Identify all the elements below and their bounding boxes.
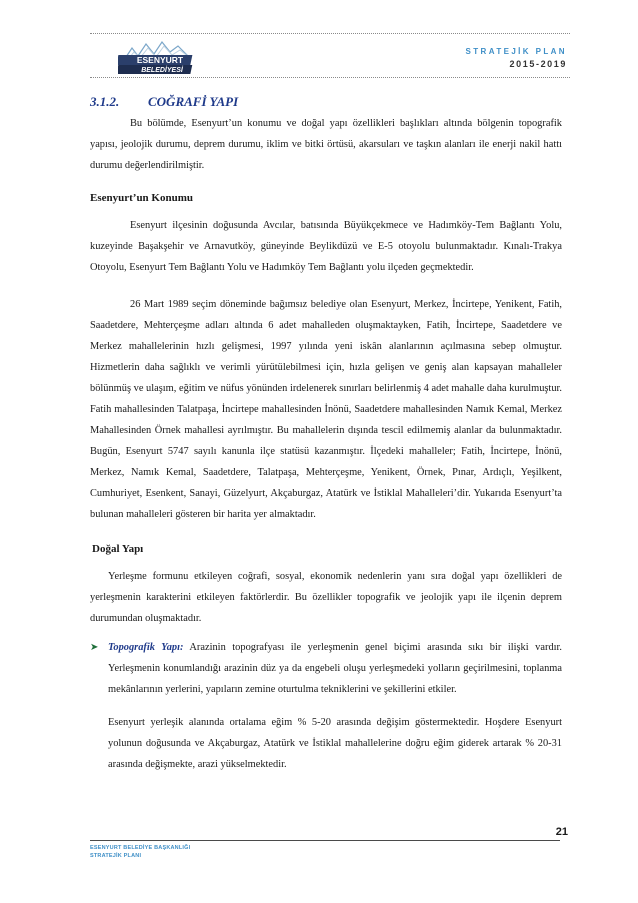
section-title <box>90 91 562 109</box>
footer-rule <box>90 840 560 841</box>
dogal-heading: Doğal Yapı <box>92 543 144 555</box>
esenyurt-belediyesi-logo <box>118 38 200 76</box>
footer-doc: STRATEJİK PLANI <box>90 853 142 859</box>
konum-paragraph-2: 26 Mart 1989 seçim döneminde bağımsız belediye olan Esenyurt, Merkez, İncirtepe, Yenikent, Fatih, Saadetdere, Mehterçeşme adları altında 6 adet mahalleden oluşmaktayken, Fatih, İncirtepe, Saadetdere ve Merkez mahallelerinin hızlı gelişmesi, 1997 yılında yeni iskân alanlarının açılmasına sebep olmuştur. Hizmetlerin daha sağlıklı ve verimli yürütülebilmesi için, hızla gelişen ve geniş alan kapsayan mahalleler bölünmüş ve ulaşım, eğitim ve nüfus yönünden irdelenerek sınırları belirlenmiş 4 adet mahalle daha kurulmuştur. Fatih mahallesinden Talatpaşa, İncirtepe mahallesinden İnönü, Saadetdere mahallesinden Namık Kemal, Merkez Mahallesinden Örnek mahallesi ayrılmıştır. Bu mahallelerin dışında tescil edilmemiş alanlar da bulunmaktadır. Bugün, Esenyurt 5747 sayılı kanunla ilçe statüsü kazanmıştır. İlçedeki mahalleler; Fatih, İncirtepe, İnönü, Merkez, Namık Kemal, Saadetdere, Talatpaşa, Mehterçeşme, Yenikent, Örnek, Pınar, Ardıçlı, Yeşilkent, Cumhuriyet, Esenkent, Sanayi, Güzelyurt, Akçaburgaz, Atatürk ve İstiklal Mahalleleri’dir. Yukarıda Esenyurt’ta bulunan mahalleleri gösteren bir harita yer almaktadır. <box>90 299 562 520</box>
bullet-topografik <box>90 637 562 775</box>
section-title-text: COĞRAFİ YAPI <box>148 94 239 109</box>
header-bottom-rule <box>90 77 570 78</box>
plan-label: STRATEJİK PLAN <box>465 47 567 56</box>
logo-text-2: BELEDİYESİ <box>141 67 183 74</box>
arrow-bullet-icon: ➤ <box>90 642 99 653</box>
bullet-paragraph-2: Esenyurt yerleşik alanında ortalama eğim % 5-20 arasında değişim göstermektedir. Hoşdere Esenyurt yolunun doğusunda ve Akçaburgaz, Atatürk ve İstiklal mahallelerine doğru eğim giderek artarak % 20-31 arasında değişmekte, arazi yükselmektedir. <box>108 717 562 770</box>
logo-text-1: ESENYURT <box>136 55 184 65</box>
konum-paragraph-1: Esenyurt ilçesinin doğusunda Avcılar, batısında Büyükçekmece ve Hadımköy-Tem Bağlantı Yolu, kuzeyinde Başakşehir ve Arnavutköy, güneyinde Beylikdüzü ve E-5 otoyolu bulunmaktadır. Kınalı-Trakya Otoyolu, Esenyurt Tem Bağlantı Yolu ve Hadımköy Tem Bağlantı yolu ilçeden geçmektedir. <box>90 220 562 273</box>
section-intro: Bu bölümde, Esenyurt’un konumu ve doğal yapı özellikleri başlıkları altında bölgenin topografik yapısı, jeolojik durumu, deprem durumu, iklim ve bitki örtüsü, akarsuları ve taşkın alanları ile enerji nakil hattı durumu değerlendirilmiştir. <box>90 118 562 171</box>
konum-heading: Esenyurt’un Konumu <box>90 192 194 204</box>
bullet-text: Arazinin topografyası ile yerleşmenin genel biçimi arasında sıkı bir ilişki vardır. Yerleşmenin konumlandığı arazinin düz ya da engebeli oluşu yerleşmedeki yolların geçirilmesini, toplanma mekânlarının yerlerini, yapıların zemine oturtulma tekniklerini ve şekillerini etkiler. <box>108 642 563 695</box>
page-number: 21 <box>555 826 568 838</box>
header-top-rule <box>90 33 570 34</box>
dogal-paragraph-1: Yerleşme formunu etkileyen coğrafi, sosyal, ekonomik nedenlerin yanı sıra doğal yapı özellikleri de yerleşmenin karakterini etkileyen faktörlerdir. Bu özellikler topografik ve jeolojik yapı ile ilçenin deprem durumundan oluşmaktadır. <box>90 571 562 624</box>
page-content <box>90 91 562 775</box>
footer-org: ESENYURT BELEDİYE BAŞKANLIĞI <box>90 845 191 851</box>
section-number: 3.1.2. <box>90 94 120 109</box>
bullet-term: Topografik Yapı: <box>108 642 184 653</box>
plan-years: 2015-2019 <box>509 59 567 69</box>
